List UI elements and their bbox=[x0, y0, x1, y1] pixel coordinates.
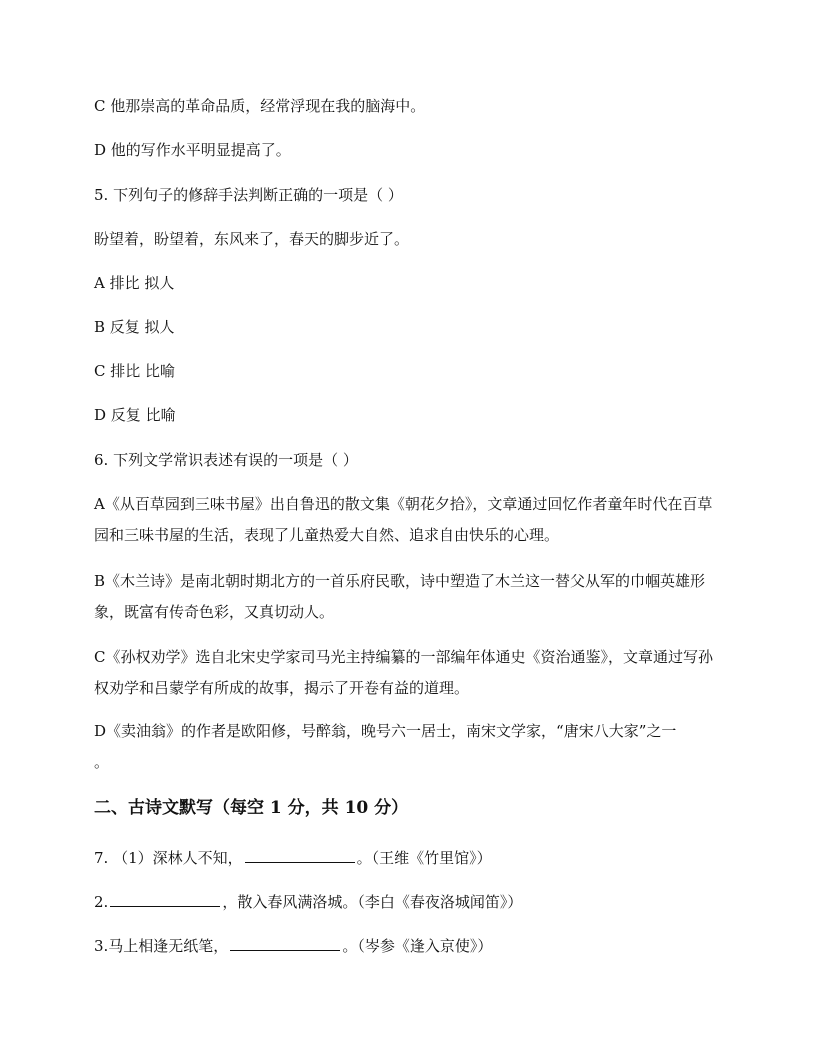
q6-option-b: B《木兰诗》是南北朝时期北方的一首乐府民歌，诗中塑造了木兰这一替父从军的巾帼英雄形象，既富有传奇色彩，又真切动人。 bbox=[94, 572, 706, 621]
q5-sentence: 盼望着，盼望着，东风来了，春天的脚步近了。 bbox=[94, 230, 410, 248]
answer-blank-2[interactable] bbox=[110, 892, 220, 907]
q5-option-c: C 排比 比喻 bbox=[94, 362, 176, 380]
q4-option-d: D 他的写作水平明显提高了。 bbox=[94, 141, 291, 159]
q6-option-d-tail: 。 bbox=[94, 753, 110, 771]
section-2-heading: 二、古诗文默写（每空 1 分，共 10 分） bbox=[94, 798, 409, 818]
q7-line-1-prefix: 7. （1）深林人不知， bbox=[94, 849, 243, 867]
q7-line-1-suffix: 。（王维《竹里馆》） bbox=[356, 849, 492, 867]
q6-stem: 6. 下列文学常识表述有误的一项是（ ） bbox=[94, 451, 358, 469]
q7-line-2-prefix: 2. bbox=[94, 893, 109, 911]
q7-line-3-prefix: 3.马上相逢无纸笔， bbox=[94, 937, 229, 955]
q5-option-d: D 反复 比喻 bbox=[94, 406, 176, 424]
q6-option-c: C《孙权劝学》选自北宋史学家司马光主持编纂的一部编年体通史《资治通鉴》，文章通过写孙权劝学和吕蒙学有所成的故事，揭示了开卷有益的道理。 bbox=[94, 648, 713, 697]
q5-option-a: A 排比 拟人 bbox=[94, 274, 175, 292]
q7-line-2-suffix: ，散入春风满洛城。（李白《春夜洛城闻笛》） bbox=[222, 893, 523, 911]
q6-option-a: A《从百草园到三味书屋》出自鲁迅的散文集《朝花夕拾》，文章通过回忆作者童年时代在百草园和三味书屋的生活，表现了儿童热爱大自然、追求自由快乐的心理。 bbox=[94, 495, 713, 544]
q5-option-b: B 反复 拟人 bbox=[94, 318, 175, 336]
answer-blank-1[interactable] bbox=[245, 848, 355, 863]
q7-line-3-suffix: 。（岑参《逢入京使》） bbox=[342, 937, 493, 955]
q7-line-1 bbox=[94, 848, 492, 868]
q5-stem: 5. 下列句子的修辞手法判断正确的一项是（ ） bbox=[94, 186, 403, 204]
q7-line-2 bbox=[94, 892, 522, 912]
q6-option-d: D《卖油翁》的作者是欧阳修，号醉翁，晚号六一居士，南宋文学家，“唐宋八大家”之一 bbox=[94, 722, 677, 740]
q4-option-c: C 他那崇高的革命品质，经常浮现在我的脑海中。 bbox=[94, 97, 426, 115]
q7-line-3 bbox=[94, 936, 492, 956]
answer-blank-3[interactable] bbox=[230, 936, 340, 951]
